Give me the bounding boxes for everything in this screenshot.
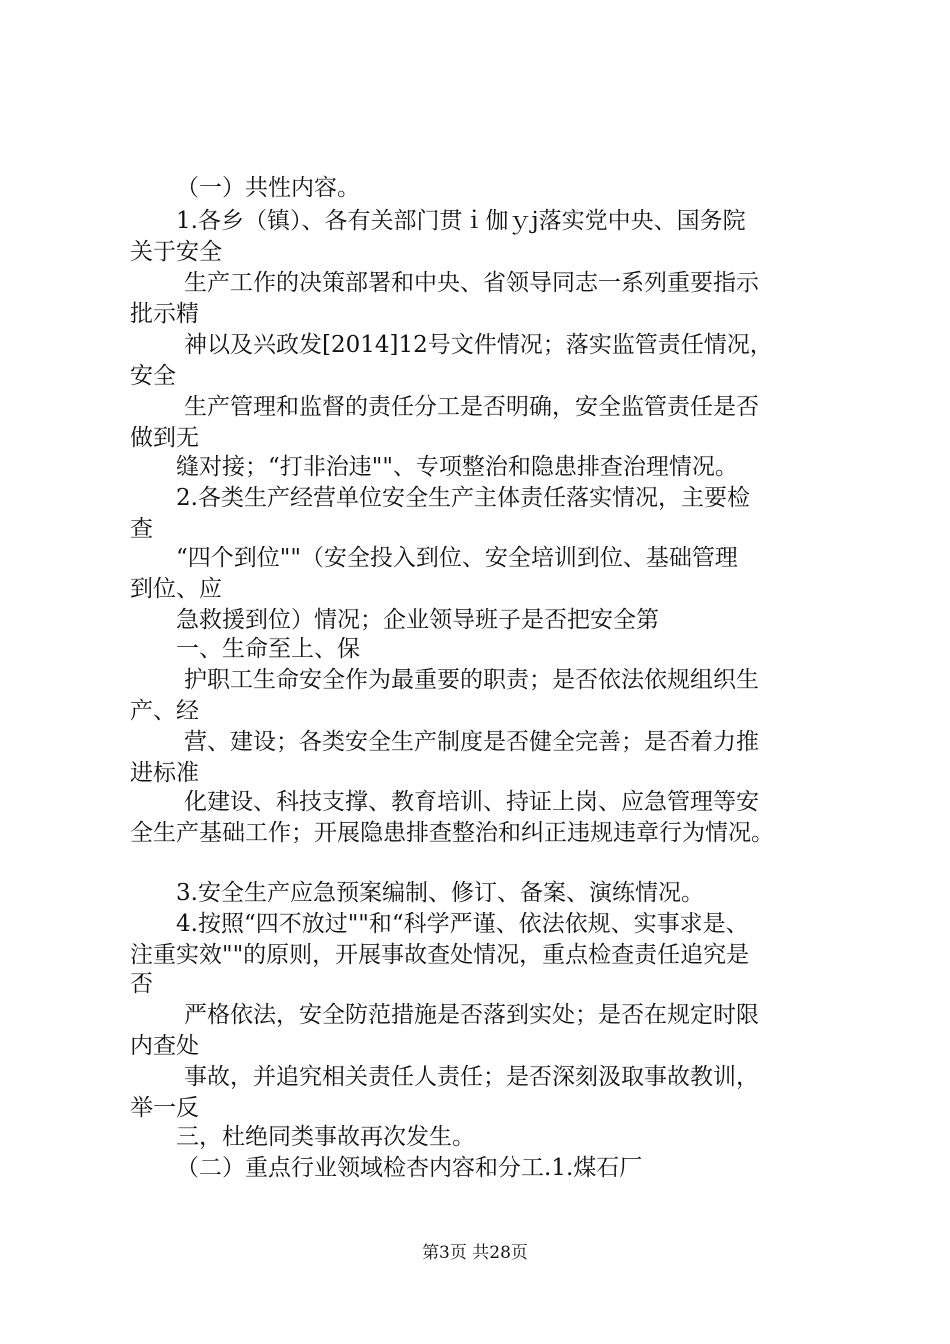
page-number-footer: 第3页 共28页 bbox=[422, 1243, 528, 1263]
text-line: 批示精 bbox=[130, 301, 199, 327]
text-line: 4.按照“四不放过""和“科学严谨、依法依规、实事求是、 bbox=[176, 911, 749, 937]
text-line: 缝对接；“打非治违""、专项整治和隐患排查治理情况。 bbox=[176, 454, 738, 480]
text-line: 生产工作的决策部署和中央、省领导同志一系列重要指示 bbox=[184, 270, 759, 296]
text-line: 全生产基础工作；开展隐患排查整治和纠正违规违章行为情况。 bbox=[130, 820, 774, 846]
text-line: 2.各类生产经营单位安全生产主体责任落实情况，主要检 bbox=[176, 485, 750, 511]
text-line: 查 bbox=[130, 516, 153, 542]
text-line: 举一反 bbox=[130, 1095, 199, 1121]
text-line: 三，杜绝同类事故再次发生。 bbox=[176, 1124, 475, 1150]
text-line: （二）重点行业领域检杏内容和分工.1.煤石厂 bbox=[176, 1155, 643, 1181]
text-line: 护职工生命安全作为最重要的职责；是否依法依规组织生 bbox=[184, 667, 759, 693]
text-line: 化建设、科技支撑、教育培训、持证上岗、应急管理等安 bbox=[184, 789, 759, 815]
text-line: 3.安全生产应急预案编制、修订、备案、演练情况。 bbox=[176, 880, 704, 906]
text-line: 事故，并追究相关责任人责任；是否深刻汲取事故教训， bbox=[184, 1064, 759, 1090]
text-line: 注重实效""的原则，开展事故查处情况，重点检查责任追究是 bbox=[130, 942, 750, 968]
text-line: 营、建设；各类安全生产制度是否健全完善；是否着力推 bbox=[184, 729, 759, 755]
text-line: 严格依法，安全防范措施是否落到实处；是否在规定时限 bbox=[184, 1002, 759, 1028]
text-line: 神以及兴政发[2014]12号文件情况；落实监管责任情况， bbox=[184, 332, 773, 358]
text-line: 进标准 bbox=[130, 760, 199, 786]
text-line: 内查处 bbox=[130, 1033, 199, 1059]
text-line: “四个到位""（安全投入到位、安全培训到位、基础管理 bbox=[176, 545, 738, 571]
text-line: 否 bbox=[130, 971, 153, 997]
text-line: 生产管理和监督的责任分工是否明确，安全监管责任是否 bbox=[184, 394, 759, 420]
text-line: 1.各乡（镇）、各有关部门贯ｉ伽ｙj落实党中央、国务院 bbox=[176, 208, 746, 234]
text-line: 做到无 bbox=[130, 425, 199, 451]
text-line: 急救援到位）情况；企业领导班子是否把安全第 bbox=[176, 607, 659, 633]
text-line: 关于安全 bbox=[130, 239, 222, 265]
text-line: 产、经 bbox=[130, 698, 199, 724]
text-line: 安全 bbox=[130, 363, 176, 389]
text-line: （一）共性内容。 bbox=[176, 175, 360, 201]
text-line: 到位、应 bbox=[130, 576, 222, 602]
text-line: 一、生命至上、保 bbox=[176, 636, 360, 662]
